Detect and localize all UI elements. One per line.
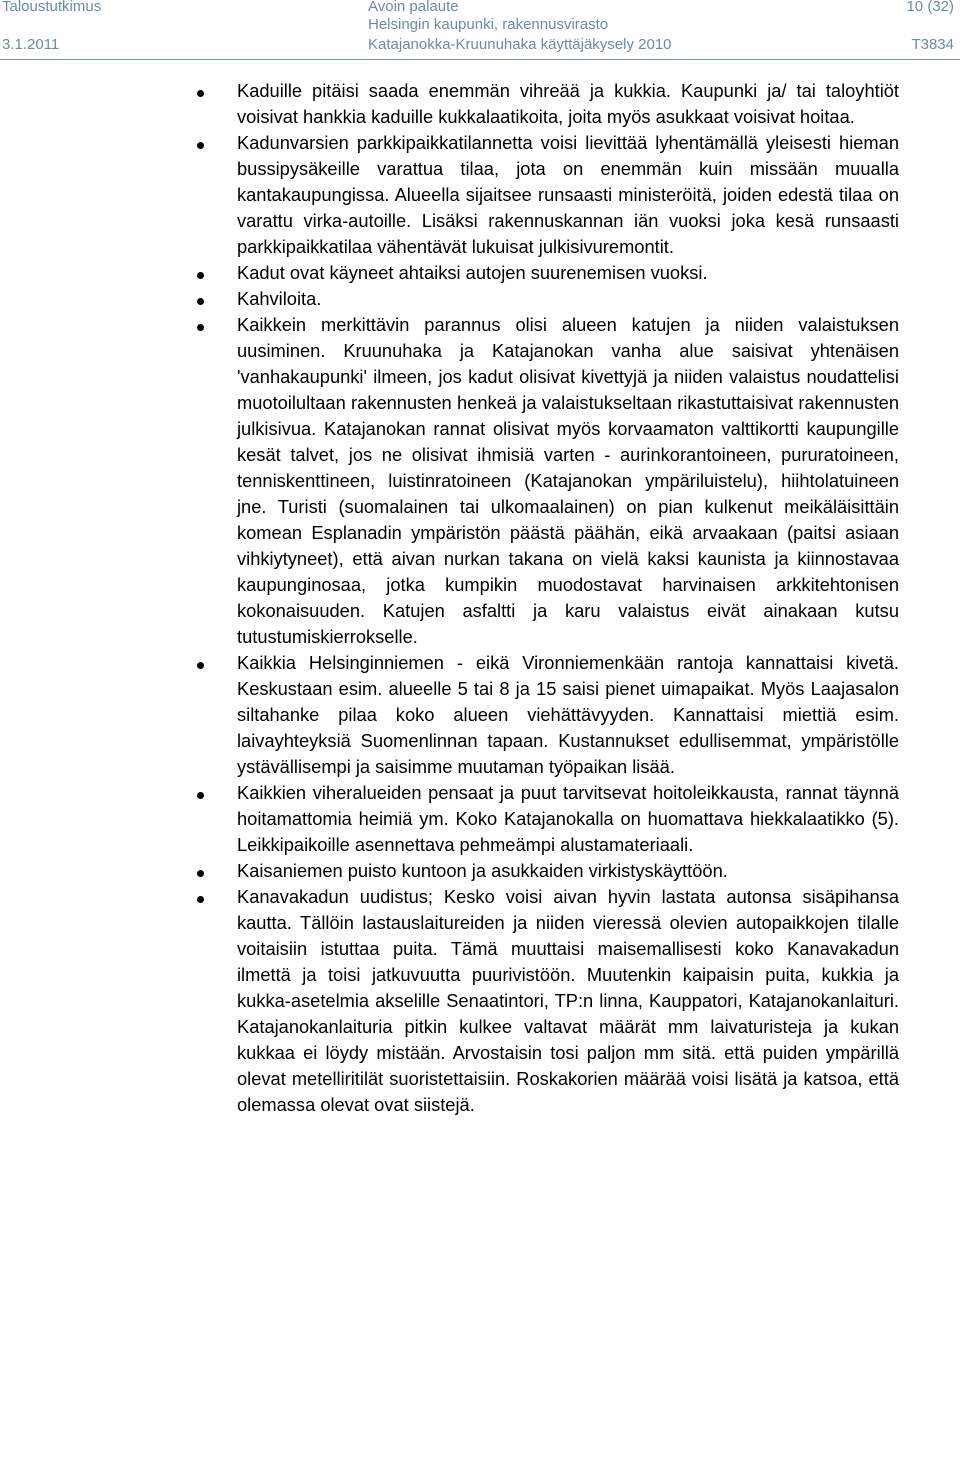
- list-item: [0, 260, 960, 286]
- header-divider: [0, 59, 960, 60]
- list-item: [0, 650, 960, 780]
- header-report-type: Avoin palaute: [368, 0, 459, 15]
- header-date: 3.1.2011: [2, 36, 60, 53]
- bullet-icon: [197, 870, 204, 877]
- feedback-text: Kaikkein merkittävin parannus olisi alueen katujen ja niiden valaistuksen uusiminen. Kruunuhaka ja Katajanokan vanha alue saisivat yhtenäisen 'vanhakaupunki' ilmeen, jos kadut olisivat kivettyjä ja niiden valaistus noudattelisi muotoilultaan rakennusten henkeä ja valaistukseltaan rikastuttaisivat rakennusten julkisivua. Katajanokan rannat olisivat myös korvaamaton valttikortti kaupungille kesät talvet, jos ne olisivat ihmisiä varten - aurinkorantoineen, pururatoineen, tenniskenttineen, luistinratoineen (Katajanokan ympäriluistelu), hiihtolatuineen jne. Turisti (suomalainen tai ulkomaalainen) on pian kulkenut meikäläisittäin komean Esplanadin ympäristön päästä päähän, eikä arvaakaan (paitsi asiaan vihkiytyneet), että aivan nurkan takana on vielä kaksi kaunista ja kiinnostavaa kaupunginosaa, jotka kumpikin muodostavat harvinaisen arkkitehtonisen kokonaisuuden. Katujen asfaltti ja karu valaistus eivät ainakaan kutsu tutustumiskierrokselle.: [237, 314, 899, 647]
- feedback-text: Kaikkien viheralueiden pensaat ja puut tarvitsevat hoitoleikkausta, rannat täynnä hoitamattomia heimiä ym. Koko Katajanokalla on huomattava hiekkalaatikko (5). Leikkipaikoille asennettava pehmeämpi alustamateriaali.: [237, 782, 899, 855]
- bullet-icon: [197, 324, 204, 331]
- feedback-text: Kaikkia Helsinginniemen - eikä Vironniemenkään rantoja kannattaisi kivetä. Keskustaan esim. alueelle 5 tai 8 ja 15 saisi pienet uimapaikat. Myös Laajasalon siltahanke pilaa koko alueen viehättävyyden. Kannattaisi miettiä esim. laivayhteyksiä Suomenlinnan tapaan. Kustannukset edullisemmat, ympäristölle ystävällisempi ja saisimme muutaman työpaikan lisää.: [237, 652, 899, 777]
- list-item: [0, 884, 960, 1118]
- feedback-text: Kadut ovat käyneet ahtaiksi autojen suurenemisen vuoksi.: [237, 262, 708, 283]
- list-item: [0, 858, 960, 884]
- feedback-content: [0, 78, 960, 1118]
- bullet-icon: [197, 662, 204, 669]
- header-page-number: 10 (32): [906, 0, 954, 15]
- header-survey-title: Katajanokka-Kruunuhaka käyttäjäkysely 2010: [368, 36, 672, 53]
- list-item: [0, 130, 960, 260]
- bullet-icon: [197, 298, 204, 305]
- header-row-middle: [0, 16, 960, 38]
- header-client: Helsingin kaupunki, rakennusvirasto: [368, 16, 609, 33]
- bullet-icon: [197, 142, 204, 149]
- bullet-icon: [197, 792, 204, 799]
- bullet-icon: [197, 272, 204, 279]
- list-item: [0, 286, 960, 312]
- feedback-text: Kaduille pitäisi saada enemmän vihreää ja kukkia. Kaupunki ja/ tai taloyhtiöt voisivat hankkia kaduille kukkalaatikoita, joita myös asukkaat voisivat hoitaa.: [237, 80, 899, 127]
- bullet-icon: [197, 896, 204, 903]
- feedback-text: Kahviloita.: [237, 288, 322, 309]
- feedback-list: [0, 78, 960, 1118]
- list-item: [0, 312, 960, 650]
- feedback-text: Kaisaniemen puisto kuntoon ja asukkaiden virkistyskäyttöön.: [237, 860, 728, 881]
- list-item: [0, 780, 960, 858]
- page-header: [0, 0, 960, 60]
- header-row-bottom: [0, 36, 960, 58]
- bullet-icon: [197, 90, 204, 97]
- list-item: [0, 78, 960, 130]
- header-company: Taloustutkimus: [2, 0, 102, 15]
- header-project-code: T3834: [911, 36, 954, 53]
- feedback-text: Kanavakadun uudistus; Kesko voisi aivan hyvin lastata autonsa sisäpihansa kautta. Tällöin lastauslaitureiden ja niiden vieressä olevien autopaikkojen tilalle voitaisiin istuttaa puita. Tämä muuttaisi maisemallisesti koko Kanavakadun ilmettä ja toisi jatkuvuutta puurivistöön. Muutenkin kaipaisin puita, kukkia ja kukka-asetelmia akselille Senaatintori, TP:n linna, Kauppatori, Katajanokanlaituri. Katajanokanlaituria pitkin kulkee valtavat määrät mm laivaturisteja ja kukan kukkaa ei löydy mistään. Arvostaisin tosi paljon mm sitä. että puiden ympärillä olevat metelliritilät suoristettaisiin. Roskakorien määrää voisi lisätä ja katsoa, että olemassa olevat ovat siistejä.: [237, 886, 899, 1115]
- feedback-text: Kadunvarsien parkkipaikkatilannetta voisi lievittää lyhentämällä yleisesti hieman bussipysäkeille varattua tilaa, jota on enemmän kuin missään muualla kantakaupungissa. Alueella sijaitsee runsaasti ministeröitä, joiden edestä tilaa on varattu virka-autoille. Lisäksi rakennuskannan iän vuoksi joka kesä runsaasti parkkipaikkatilaa vähentävät lukuisat julkisivuremontit.: [237, 132, 899, 257]
